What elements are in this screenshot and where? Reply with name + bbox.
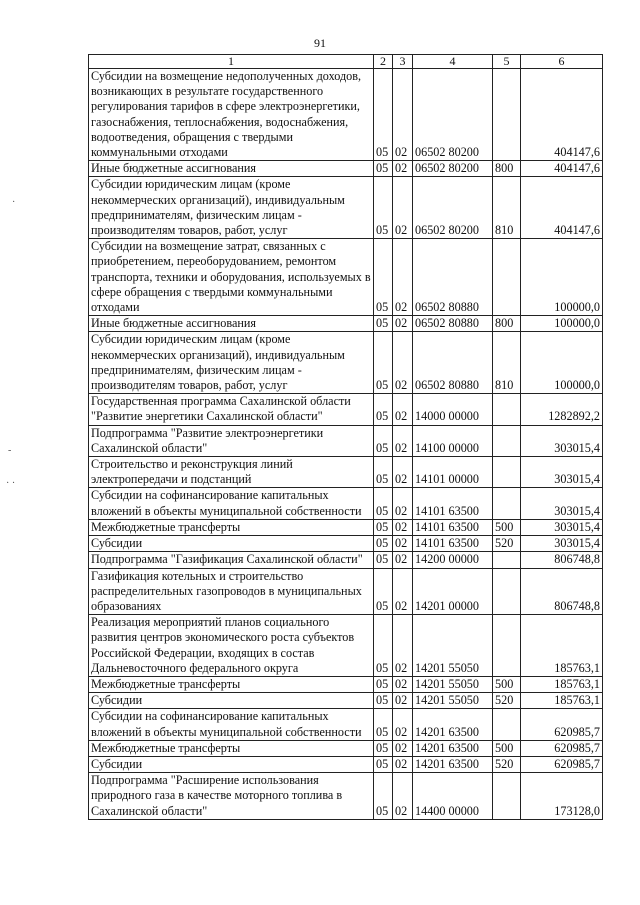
row-name-cell: Иные бюджетные ассигнования	[89, 316, 374, 332]
row-section-cell: 05	[374, 316, 393, 332]
table-body	[89, 69, 603, 820]
row-section-cell: 05	[374, 676, 393, 692]
row-amount-cell: 185763,1	[521, 693, 603, 709]
row-section-cell: 05	[374, 177, 393, 239]
row-amount-cell: 303015,4	[521, 519, 603, 535]
row-expense-type-cell	[493, 394, 521, 425]
row-name-cell: Межбюджетные трансферты	[89, 676, 374, 692]
row-subsection-cell: 02	[393, 709, 413, 740]
row-amount-cell: 404147,6	[521, 69, 603, 161]
table-row	[89, 740, 603, 756]
table-row	[89, 239, 603, 316]
row-amount-cell: 303015,4	[521, 536, 603, 552]
table-row	[89, 457, 603, 488]
row-name-cell: Подпрограмма "Расширение использования природного газа в качестве моторного топлива в Сахалинской области"	[89, 773, 374, 820]
row-subsection-cell: 02	[393, 773, 413, 820]
row-expense-type-cell: 500	[493, 740, 521, 756]
row-name-cell: Субсидии	[89, 756, 374, 772]
row-section-cell: 05	[374, 332, 393, 394]
column-header: 4	[413, 55, 493, 69]
row-name-cell: Межбюджетные трансферты	[89, 740, 374, 756]
row-section-cell: 05	[374, 740, 393, 756]
row-target-article-cell: 14201 55050	[413, 693, 493, 709]
row-amount-cell: 806748,8	[521, 552, 603, 568]
row-target-article-cell: 14201 63500	[413, 740, 493, 756]
row-subsection-cell: 02	[393, 457, 413, 488]
row-target-article-cell: 14101 63500	[413, 488, 493, 519]
row-section-cell: 05	[374, 69, 393, 161]
row-expense-type-cell	[493, 457, 521, 488]
row-section-cell: 05	[374, 457, 393, 488]
row-expense-type-cell: 520	[493, 693, 521, 709]
row-amount-cell: 185763,1	[521, 676, 603, 692]
row-subsection-cell: 02	[393, 161, 413, 177]
row-target-article-cell: 14201 63500	[413, 709, 493, 740]
row-amount-cell: 100000,0	[521, 316, 603, 332]
table-row	[89, 332, 603, 394]
row-name-cell: Субсидии на софинансирование капитальных вложений в объекты муниципальной собственности	[89, 709, 374, 740]
row-expense-type-cell	[493, 552, 521, 568]
row-subsection-cell: 02	[393, 756, 413, 772]
row-target-article-cell: 06502 80200	[413, 177, 493, 239]
row-amount-cell: 100000,0	[521, 239, 603, 316]
page-number: 91	[314, 36, 326, 50]
column-header: 3	[393, 55, 413, 69]
table-row	[89, 756, 603, 772]
row-amount-cell: 404147,6	[521, 161, 603, 177]
row-expense-type-cell	[493, 425, 521, 456]
row-expense-type-cell: 800	[493, 316, 521, 332]
row-expense-type-cell: 520	[493, 536, 521, 552]
table-row	[89, 709, 603, 740]
column-header: 5	[493, 55, 521, 69]
row-name-cell: Иные бюджетные ассигнования	[89, 161, 374, 177]
row-target-article-cell: 06502 80880	[413, 316, 493, 332]
table-row	[89, 568, 603, 615]
row-subsection-cell: 02	[393, 488, 413, 519]
row-amount-cell: 404147,6	[521, 177, 603, 239]
row-subsection-cell: 02	[393, 177, 413, 239]
row-expense-type-cell: 810	[493, 177, 521, 239]
row-target-article-cell: 06502 80200	[413, 69, 493, 161]
row-section-cell: 05	[374, 773, 393, 820]
row-amount-cell: 173128,0	[521, 773, 603, 820]
table-row	[89, 693, 603, 709]
row-amount-cell: 303015,4	[521, 488, 603, 519]
row-expense-type-cell: 500	[493, 676, 521, 692]
row-expense-type-cell	[493, 69, 521, 161]
row-name-cell: Реализация мероприятий планов социального развития центров экономического роста субъектов Российской Федерации, входящих в состав Дальневосточного федерального округа	[89, 615, 374, 677]
row-subsection-cell: 02	[393, 519, 413, 535]
row-expense-type-cell: 800	[493, 161, 521, 177]
row-amount-cell: 1282892,2	[521, 394, 603, 425]
row-name-cell: Субсидии юридическим лицам (кроме некоммерческих организаций), индивидуальным предпринимателям, физическим лицам - производителям товаров, работ, услуг	[89, 332, 374, 394]
row-name-cell: Подпрограмма "Развитие электроэнергетики Сахалинской области"	[89, 425, 374, 456]
column-header: 2	[374, 55, 393, 69]
row-expense-type-cell	[493, 239, 521, 316]
row-target-article-cell: 06502 80880	[413, 332, 493, 394]
row-subsection-cell: 02	[393, 316, 413, 332]
row-name-cell: Субсидии на возмещение затрат, связанных с приобретением, переоборудованием, ремонтом транспорта, техники и оборудования, используемых в сфере обращения с твердыми коммунальными отходами	[89, 239, 374, 316]
row-section-cell: 05	[374, 756, 393, 772]
row-target-article-cell: 14100 00000	[413, 425, 493, 456]
row-name-cell: Субсидии на возмещение недополученных доходов, возникающих в результате государственного регулирования тарифов в сфере электроэнергетики, газоснабжения, теплоснабжения, водоснабжения, водоотведения, обращения с твердыми коммунальными отходами	[89, 69, 374, 161]
row-name-cell: Субсидии	[89, 536, 374, 552]
table-row	[89, 773, 603, 820]
scan-mark: -	[8, 445, 12, 456]
row-amount-cell: 620985,7	[521, 740, 603, 756]
row-amount-cell: 185763,1	[521, 615, 603, 677]
row-expense-type-cell	[493, 773, 521, 820]
row-section-cell: 05	[374, 239, 393, 316]
row-target-article-cell: 06502 80880	[413, 239, 493, 316]
table-row	[89, 536, 603, 552]
row-name-cell: Государственная программа Сахалинской области "Развитие энергетики Сахалинской области"	[89, 394, 374, 425]
row-amount-cell: 620985,7	[521, 756, 603, 772]
row-section-cell: 05	[374, 394, 393, 425]
table-header-row	[89, 55, 603, 69]
row-name-cell: Межбюджетные трансферты	[89, 519, 374, 535]
row-subsection-cell: 02	[393, 693, 413, 709]
row-amount-cell: 303015,4	[521, 457, 603, 488]
table-row	[89, 425, 603, 456]
table-row	[89, 177, 603, 239]
row-section-cell: 05	[374, 425, 393, 456]
row-subsection-cell: 02	[393, 740, 413, 756]
row-expense-type-cell	[493, 709, 521, 740]
row-target-article-cell: 14101 00000	[413, 457, 493, 488]
row-name-cell: Субсидии на софинансирование капитальных вложений в объекты муниципальной собственности	[89, 488, 374, 519]
table-row	[89, 519, 603, 535]
scan-mark: ·	[12, 197, 16, 208]
row-name-cell: Подпрограмма "Газификация Сахалинской области"	[89, 552, 374, 568]
row-section-cell: 05	[374, 536, 393, 552]
row-subsection-cell: 02	[393, 615, 413, 677]
row-target-article-cell: 14101 63500	[413, 536, 493, 552]
row-section-cell: 05	[374, 552, 393, 568]
row-target-article-cell: 14201 55050	[413, 615, 493, 677]
row-subsection-cell: 02	[393, 552, 413, 568]
row-subsection-cell: 02	[393, 239, 413, 316]
row-section-cell: 05	[374, 615, 393, 677]
row-amount-cell: 303015,4	[521, 425, 603, 456]
row-target-article-cell: 14201 63500	[413, 756, 493, 772]
row-section-cell: 05	[374, 519, 393, 535]
row-target-article-cell: 06502 80200	[413, 161, 493, 177]
row-amount-cell: 620985,7	[521, 709, 603, 740]
row-name-cell: Субсидии юридическим лицам (кроме некоммерческих организаций), индивидуальным предпринимателям, физическим лицам - производителям товаров, работ, услуг	[89, 177, 374, 239]
table-row	[89, 552, 603, 568]
row-subsection-cell: 02	[393, 394, 413, 425]
table-row	[89, 161, 603, 177]
row-amount-cell: 100000,0	[521, 332, 603, 394]
row-subsection-cell: 02	[393, 536, 413, 552]
row-expense-type-cell: 500	[493, 519, 521, 535]
column-header: 1	[89, 55, 374, 69]
row-subsection-cell: 02	[393, 332, 413, 394]
row-name-cell: Строительство и реконструкция линий электропередачи и подстанций	[89, 457, 374, 488]
row-amount-cell: 806748,8	[521, 568, 603, 615]
row-section-cell: 05	[374, 488, 393, 519]
budget-table	[88, 54, 603, 820]
row-target-article-cell: 14400 00000	[413, 773, 493, 820]
row-expense-type-cell	[493, 615, 521, 677]
row-target-article-cell: 14101 63500	[413, 519, 493, 535]
table-row	[89, 676, 603, 692]
table-row	[89, 316, 603, 332]
row-expense-type-cell: 810	[493, 332, 521, 394]
row-name-cell: Субсидии	[89, 693, 374, 709]
row-section-cell: 05	[374, 693, 393, 709]
column-header: 6	[521, 55, 603, 69]
table-row	[89, 394, 603, 425]
scan-mark: · ·	[6, 478, 16, 489]
table-row	[89, 615, 603, 677]
table-row	[89, 488, 603, 519]
row-section-cell: 05	[374, 568, 393, 615]
row-subsection-cell: 02	[393, 568, 413, 615]
row-target-article-cell: 14201 55050	[413, 676, 493, 692]
row-subsection-cell: 02	[393, 69, 413, 161]
row-name-cell: Газификация котельных и строительство распределительных газопроводов в муниципальных образованиях	[89, 568, 374, 615]
row-expense-type-cell: 520	[493, 756, 521, 772]
row-target-article-cell: 14000 00000	[413, 394, 493, 425]
row-subsection-cell: 02	[393, 425, 413, 456]
row-target-article-cell: 14201 00000	[413, 568, 493, 615]
row-target-article-cell: 14200 00000	[413, 552, 493, 568]
table-row	[89, 69, 603, 161]
row-expense-type-cell	[493, 488, 521, 519]
row-subsection-cell: 02	[393, 676, 413, 692]
row-section-cell: 05	[374, 161, 393, 177]
row-expense-type-cell	[493, 568, 521, 615]
row-section-cell: 05	[374, 709, 393, 740]
